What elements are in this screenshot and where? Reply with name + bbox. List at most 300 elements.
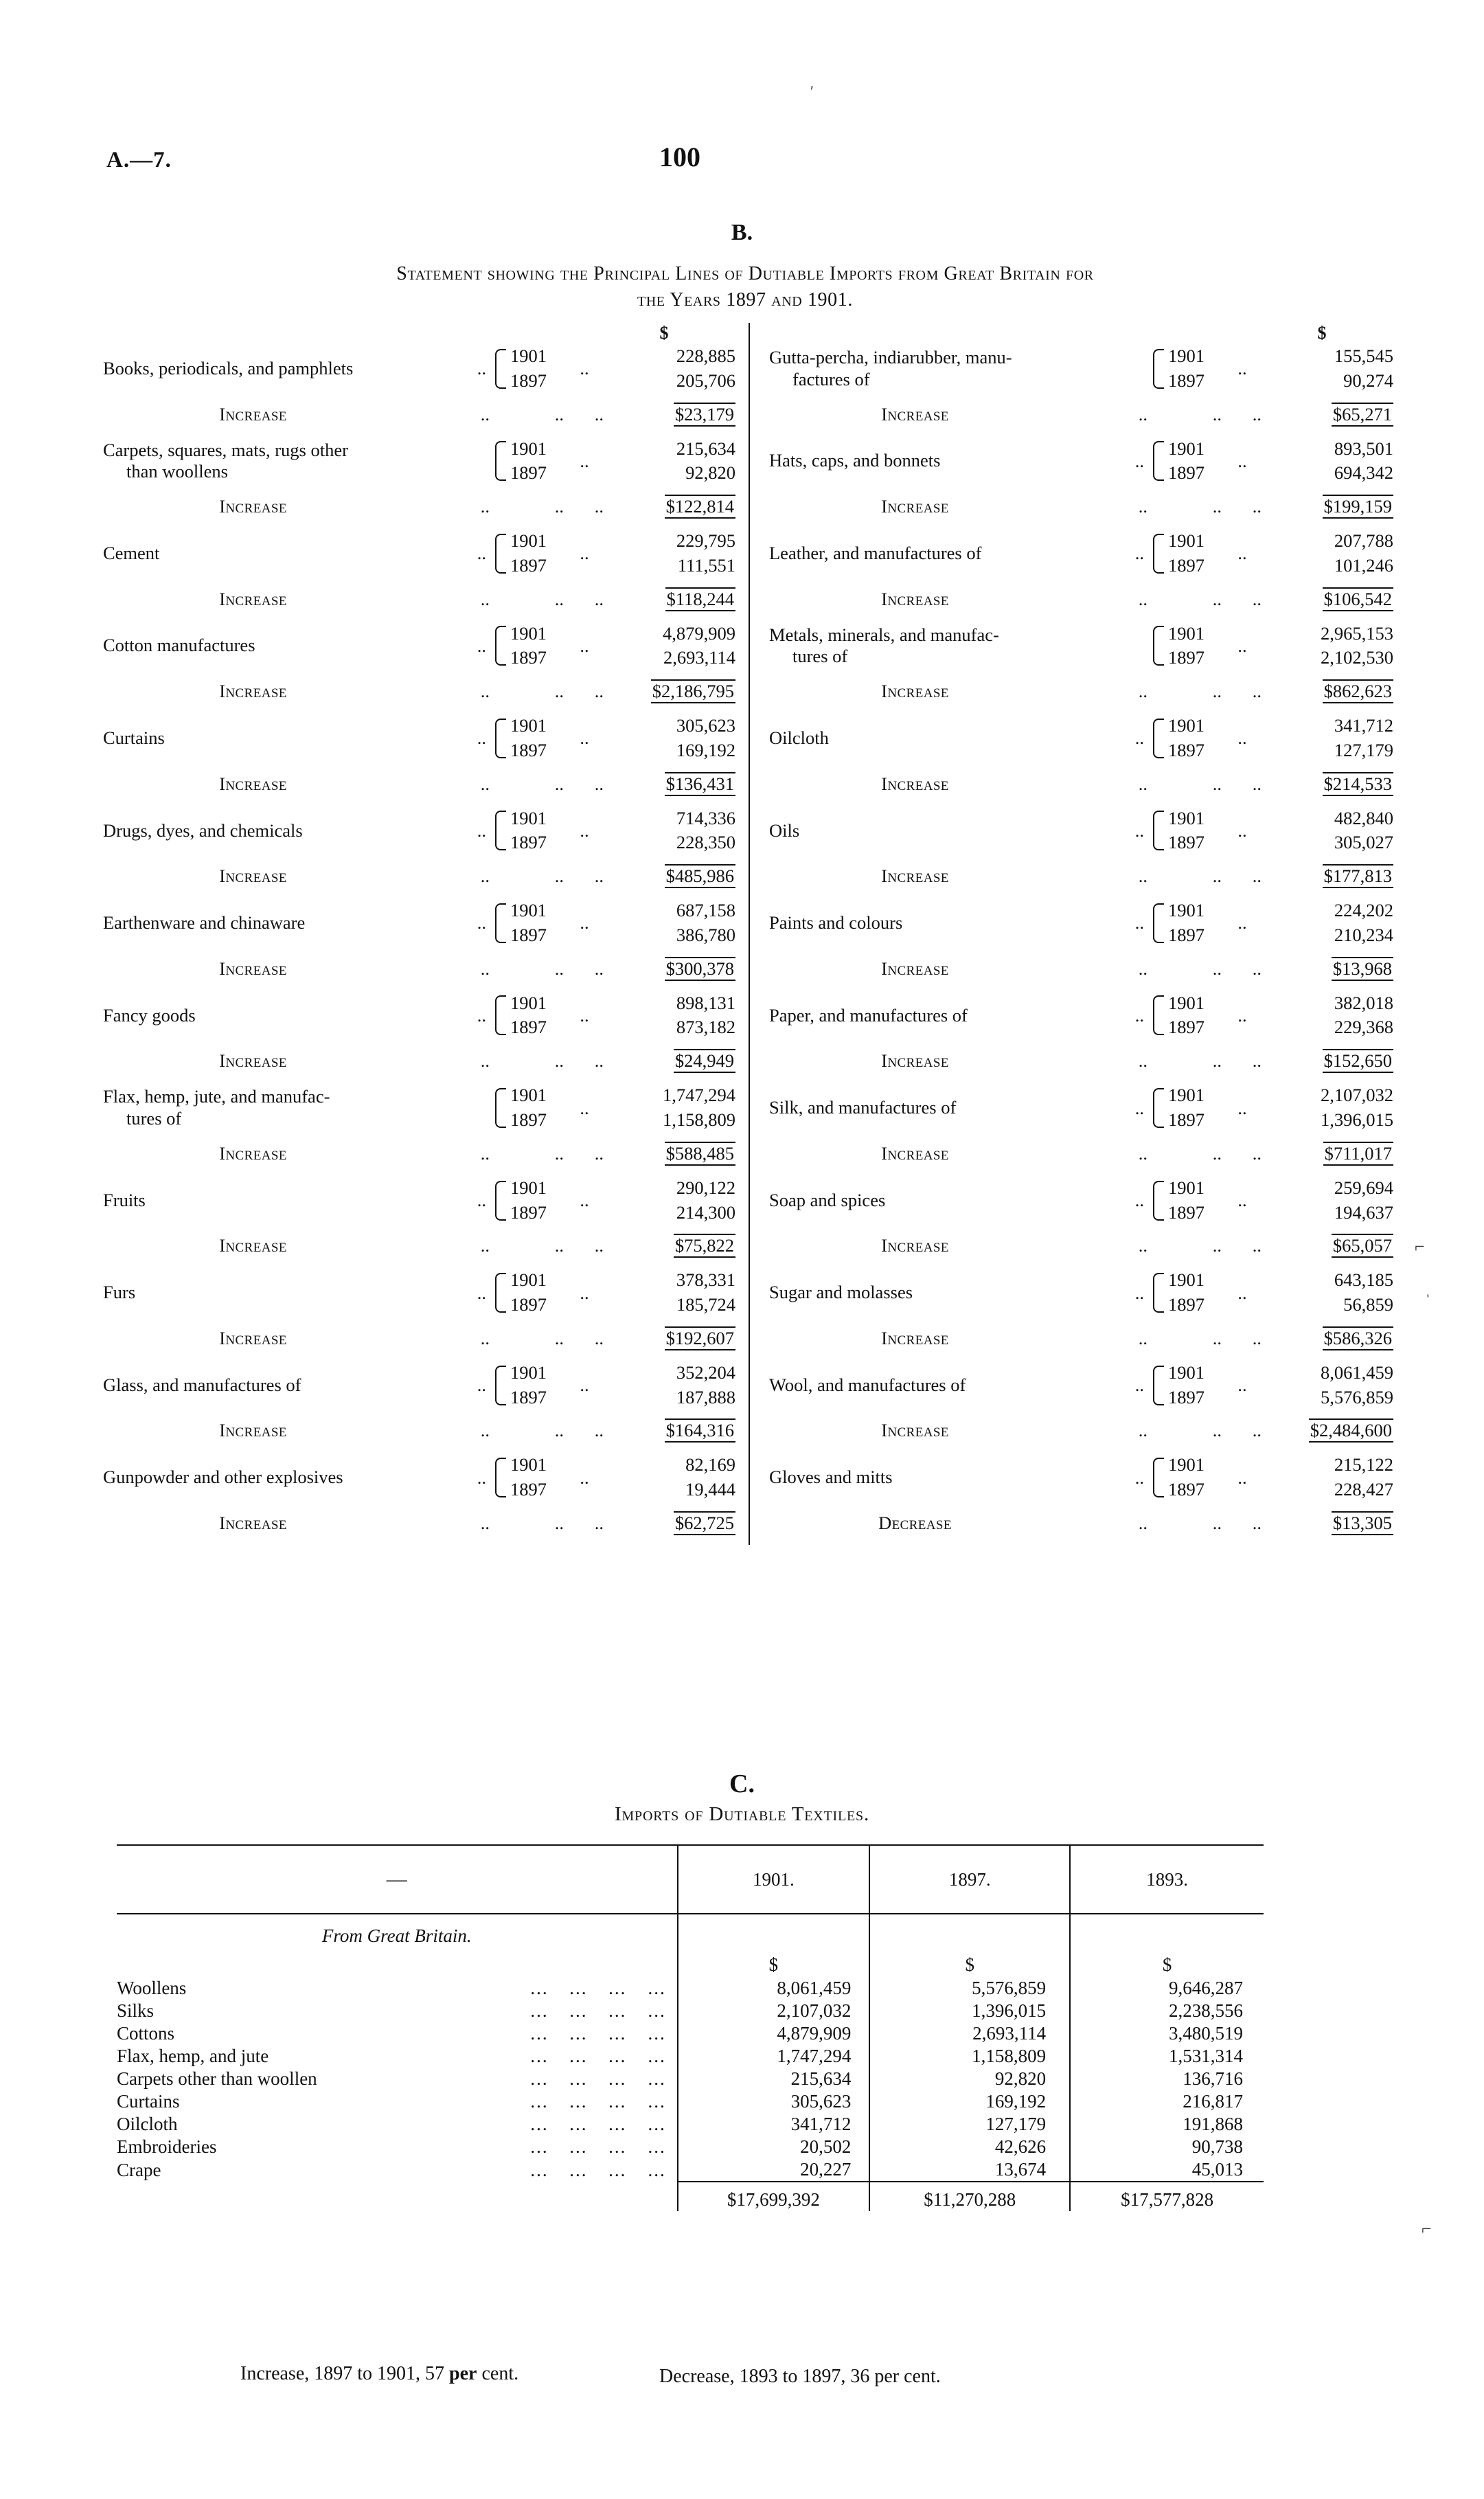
dollar-symbol-right: $ bbox=[1317, 323, 1327, 343]
change-dots: .. bbox=[480, 866, 490, 887]
value-1901: 482,840 bbox=[1334, 807, 1393, 828]
row-dots: ... bbox=[530, 2159, 549, 2180]
value-1901: 352,204 bbox=[676, 1361, 735, 1383]
right-dollar-header bbox=[769, 323, 1394, 343]
item-dots: .. bbox=[1134, 1282, 1144, 1303]
change-label: Increase bbox=[219, 866, 287, 887]
item-values bbox=[604, 1452, 736, 1503]
value-1897: 92,820 bbox=[685, 462, 735, 484]
change-label: Decrease bbox=[878, 1512, 952, 1533]
list-item bbox=[117, 2113, 1264, 2136]
dollar-symbol-col-3: $ bbox=[1070, 1954, 1264, 1977]
change-dots-2: .. bbox=[1212, 773, 1222, 794]
row-dots: ... bbox=[569, 2136, 588, 2157]
row-value-1897: 42,626 bbox=[869, 2136, 1070, 2158]
value-1901: 714,336 bbox=[676, 807, 735, 828]
value-1897: 305,027 bbox=[1334, 832, 1393, 853]
total-1901: $17,699,392 bbox=[678, 2182, 870, 2211]
value-1901: 2,965,153 bbox=[1321, 622, 1393, 644]
item-years: 1901 1897 bbox=[510, 807, 547, 853]
row-dots: ... bbox=[569, 1978, 588, 1998]
item-mid-dots: .. bbox=[1237, 727, 1247, 749]
change-row bbox=[769, 1133, 1394, 1175]
column-header-3: 1893. bbox=[1070, 1845, 1264, 1914]
table-row bbox=[769, 1083, 1394, 1133]
change-value: $164,316 bbox=[604, 1410, 736, 1452]
row-value-1893: 216,817 bbox=[1070, 2090, 1264, 2113]
change-value: $2,484,600 bbox=[1262, 1410, 1394, 1452]
change-dots-2: .. bbox=[1212, 403, 1222, 425]
section-c-table bbox=[117, 1844, 1264, 2211]
item-values bbox=[604, 1267, 736, 1318]
change-row bbox=[769, 671, 1394, 713]
item-dots: .. bbox=[477, 543, 486, 564]
change-label: Increase bbox=[881, 1420, 949, 1441]
brace-icon bbox=[1148, 1083, 1167, 1133]
change-dots-2: .. bbox=[1212, 1327, 1222, 1348]
change-dots-3: .. bbox=[1252, 958, 1262, 979]
item-label: Leather, and manufactures of bbox=[769, 542, 982, 563]
item-years: 1901 1897 bbox=[510, 1269, 547, 1315]
change-label: Increase bbox=[881, 1050, 949, 1072]
item-dots: .. bbox=[477, 727, 486, 749]
item-dots: .. bbox=[1134, 727, 1144, 749]
brace-icon bbox=[490, 713, 510, 764]
dollar-symbol-left: $ bbox=[659, 323, 669, 343]
dollar-symbol-col-2: $ bbox=[869, 1954, 1070, 1977]
item-dots: .. bbox=[477, 1375, 486, 1396]
item-dots: .. bbox=[1134, 1467, 1144, 1488]
item-label-line2: than woollens bbox=[126, 461, 228, 482]
change-value: $300,378 bbox=[604, 949, 736, 991]
change-dots-2: .. bbox=[1212, 496, 1222, 517]
brace-icon bbox=[490, 1267, 510, 1318]
item-years: 1901 1897 bbox=[510, 346, 547, 391]
item-mid-dots: .. bbox=[580, 358, 589, 379]
item-mid-dots: .. bbox=[580, 450, 589, 471]
change-row bbox=[769, 1410, 1394, 1452]
row-dots: ... bbox=[648, 2091, 666, 2112]
change-row bbox=[103, 1133, 736, 1175]
item-label: Paper, and manufactures of bbox=[769, 1004, 968, 1026]
change-value: $23,179 bbox=[604, 394, 736, 436]
item-years: 1901 1897 bbox=[510, 530, 547, 576]
column-header-2: 1897. bbox=[869, 1845, 1070, 1914]
change-dots: .. bbox=[1138, 496, 1148, 517]
item-label-line2: factures of bbox=[792, 368, 870, 389]
item-mid-dots: .. bbox=[1237, 1004, 1247, 1026]
item-mid-dots: .. bbox=[580, 635, 589, 656]
item-years: 1901 1897 bbox=[1168, 900, 1205, 945]
change-dots-2: .. bbox=[1212, 958, 1222, 979]
value-1901: 378,331 bbox=[676, 1269, 735, 1291]
row-value-1893: 90,738 bbox=[1070, 2136, 1264, 2158]
change-label: Increase bbox=[881, 403, 949, 425]
change-label: Increase bbox=[219, 588, 287, 609]
change-dots-3: .. bbox=[594, 1142, 604, 1164]
change-dots-2: .. bbox=[554, 1420, 564, 1441]
brace-icon bbox=[1148, 898, 1167, 949]
change-value: $586,326 bbox=[1262, 1318, 1394, 1360]
value-1901: 893,501 bbox=[1334, 438, 1393, 459]
change-row bbox=[103, 394, 736, 436]
brace-icon bbox=[490, 991, 510, 1041]
item-years: 1901 1897 bbox=[510, 715, 547, 760]
table-row bbox=[769, 806, 1394, 857]
change-dots: .. bbox=[1138, 958, 1148, 979]
change-dots: .. bbox=[1138, 1420, 1148, 1441]
change-dots-2: .. bbox=[554, 403, 564, 425]
item-label: Fancy goods bbox=[103, 1004, 196, 1026]
value-1901: 207,788 bbox=[1334, 530, 1393, 552]
brace-icon bbox=[490, 621, 510, 672]
item-mid-dots: .. bbox=[1237, 635, 1247, 656]
value-1897: 386,780 bbox=[676, 924, 735, 945]
row-dots: ... bbox=[648, 2136, 666, 2157]
change-row bbox=[769, 764, 1394, 806]
change-row bbox=[103, 764, 736, 806]
row-dots: ... bbox=[530, 2023, 549, 2044]
item-label: Gutta-percha, indiarubber, manu- factures of bbox=[769, 343, 1061, 394]
value-1901: 305,623 bbox=[676, 715, 735, 736]
item-values bbox=[604, 898, 736, 949]
item-label: Glass, and manufactures of bbox=[103, 1374, 301, 1395]
change-row bbox=[103, 579, 736, 621]
value-1901: 224,202 bbox=[1334, 900, 1393, 921]
item-dots: .. bbox=[1134, 543, 1144, 564]
item-values bbox=[604, 436, 736, 487]
table-row bbox=[103, 1360, 736, 1411]
brace-icon bbox=[490, 436, 510, 487]
item-label: Oils bbox=[769, 819, 800, 841]
table-row bbox=[769, 1360, 1394, 1411]
item-mid-dots: .. bbox=[1237, 543, 1247, 564]
change-value: $2,186,795 bbox=[604, 671, 736, 713]
change-dots-2: .. bbox=[554, 1327, 564, 1348]
brace-icon bbox=[1148, 1175, 1167, 1226]
item-mid-dots: .. bbox=[580, 912, 589, 934]
change-dots-3: .. bbox=[1252, 1142, 1262, 1164]
item-mid-dots: .. bbox=[580, 1004, 589, 1026]
item-years: 1901 1897 bbox=[1168, 1269, 1205, 1315]
value-1901: 215,122 bbox=[1334, 1454, 1393, 1475]
value-1897: 90,274 bbox=[1343, 370, 1393, 391]
change-dots-2: .. bbox=[554, 958, 564, 979]
row-value-1901: 341,712 bbox=[678, 2113, 870, 2136]
table-row bbox=[103, 1452, 736, 1503]
section-b-left-column bbox=[103, 323, 749, 1545]
change-dots: .. bbox=[1138, 588, 1148, 609]
item-mid-dots: .. bbox=[1237, 1282, 1247, 1303]
row-dots: ... bbox=[569, 2114, 588, 2134]
change-label: Increase bbox=[881, 1235, 949, 1256]
brace-icon bbox=[1148, 621, 1167, 672]
left-dollar-header bbox=[103, 323, 736, 343]
row-dots: ... bbox=[530, 2091, 549, 2112]
item-label: Cement bbox=[103, 542, 160, 563]
item-years: 1901 1897 bbox=[1168, 1085, 1205, 1131]
item-years: 1901 1897 bbox=[1168, 1177, 1205, 1223]
change-value: $65,271 bbox=[1262, 394, 1394, 436]
item-dots: .. bbox=[477, 358, 486, 379]
total-1893: $17,577,828 bbox=[1070, 2182, 1264, 2211]
value-1901: 643,185 bbox=[1334, 1269, 1393, 1291]
change-value: $177,813 bbox=[1262, 856, 1394, 898]
item-mid-dots: .. bbox=[580, 543, 589, 564]
row-dots: ... bbox=[608, 2046, 627, 2066]
row-name: Oilcloth bbox=[117, 2114, 178, 2134]
table-row bbox=[103, 436, 736, 487]
brace-icon bbox=[490, 806, 510, 857]
brace-icon bbox=[490, 1175, 510, 1226]
change-dots-3: .. bbox=[1252, 681, 1262, 702]
value-1901: 82,169 bbox=[685, 1454, 735, 1475]
row-name: Carpets other than woollen bbox=[117, 2068, 317, 2089]
brace-icon bbox=[1148, 343, 1167, 394]
row-name: Crape bbox=[117, 2159, 161, 2180]
list-item bbox=[117, 2158, 1264, 2182]
value-1897: 56,859 bbox=[1343, 1294, 1393, 1315]
change-label: Increase bbox=[881, 773, 949, 794]
change-dots-2: .. bbox=[1212, 588, 1222, 609]
change-label: Increase bbox=[219, 403, 287, 425]
table-row bbox=[103, 806, 736, 857]
footnote-increase: Increase, 1897 to 1901, 57 per cent. bbox=[240, 2363, 519, 2384]
row-dots: ... bbox=[648, 1978, 666, 1998]
row-dots: ... bbox=[608, 2068, 627, 2089]
item-dots: .. bbox=[477, 1282, 486, 1303]
change-label: Increase bbox=[881, 681, 949, 702]
item-label: Flax, hemp, jute, and manufac- tures of bbox=[103, 1083, 403, 1133]
change-label: Increase bbox=[219, 1235, 287, 1256]
item-label-line2: tures of bbox=[792, 646, 848, 667]
table-row bbox=[769, 991, 1394, 1041]
change-dots: .. bbox=[480, 588, 490, 609]
row-name: Embroideries bbox=[117, 2136, 217, 2157]
change-value: $214,533 bbox=[1262, 764, 1394, 806]
row-dots: ... bbox=[569, 2068, 588, 2089]
change-value: $118,244 bbox=[604, 579, 736, 621]
doc-reference: A.—7. bbox=[106, 148, 172, 172]
list-item bbox=[117, 1977, 1264, 2000]
value-1897: 1,396,015 bbox=[1321, 1109, 1393, 1131]
change-row bbox=[103, 1041, 736, 1083]
change-row bbox=[103, 856, 736, 898]
statement-heading bbox=[103, 261, 1387, 313]
item-label: Wool, and manufactures of bbox=[769, 1374, 966, 1395]
item-label: Silk, and manufactures of bbox=[769, 1097, 957, 1118]
row-dots: ... bbox=[530, 2000, 549, 2021]
value-1897: 19,444 bbox=[685, 1479, 735, 1500]
change-dots-2: .. bbox=[1212, 681, 1222, 702]
item-years: 1901 1897 bbox=[1168, 1361, 1205, 1407]
change-dots-3: .. bbox=[594, 588, 604, 609]
change-value: $199,159 bbox=[1262, 486, 1394, 528]
change-dots: .. bbox=[480, 496, 490, 517]
list-item bbox=[117, 2068, 1264, 2090]
item-label: Sugar and molasses bbox=[769, 1282, 913, 1303]
change-dots-3: .. bbox=[594, 496, 604, 517]
row-value-1893: 3,480,519 bbox=[1070, 2022, 1264, 2045]
row-dots: ... bbox=[530, 2136, 549, 2157]
list-item bbox=[117, 2045, 1264, 2068]
item-values bbox=[1262, 1083, 1394, 1133]
row-value-1901: 2,107,032 bbox=[678, 2000, 870, 2022]
change-value: $711,017 bbox=[1262, 1133, 1394, 1175]
table-row bbox=[103, 898, 736, 949]
item-values bbox=[604, 528, 736, 579]
item-values bbox=[1262, 1360, 1394, 1411]
value-1897: 169,192 bbox=[676, 739, 735, 760]
item-label: Curtains bbox=[103, 727, 165, 748]
table-row bbox=[103, 343, 736, 394]
change-row bbox=[769, 394, 1394, 436]
item-dots: .. bbox=[1134, 450, 1144, 471]
change-value: $862,623 bbox=[1262, 671, 1394, 713]
row-name: Curtains bbox=[117, 2091, 180, 2112]
row-name: Silks bbox=[117, 2000, 155, 2021]
row-dots: ... bbox=[648, 2068, 666, 2089]
table-row bbox=[103, 621, 736, 672]
item-dots: .. bbox=[1134, 1190, 1144, 1211]
item-dots: .. bbox=[477, 819, 486, 841]
table-row bbox=[769, 898, 1394, 949]
change-dots: .. bbox=[1138, 773, 1148, 794]
change-dots-3: .. bbox=[594, 1420, 604, 1441]
item-mid-dots: .. bbox=[1237, 1097, 1247, 1118]
value-1897: 185,724 bbox=[676, 1294, 735, 1315]
stray-mark-tick: ˌ bbox=[1425, 1278, 1431, 1298]
table-row bbox=[103, 1175, 736, 1226]
row-value-1897: 92,820 bbox=[869, 2068, 1070, 2090]
item-values bbox=[1262, 713, 1394, 764]
change-value: $13,968 bbox=[1262, 949, 1394, 991]
change-dots-3: .. bbox=[594, 958, 604, 979]
section-b-letter: B. bbox=[731, 220, 753, 245]
change-label: Increase bbox=[881, 866, 949, 887]
change-row bbox=[103, 486, 736, 528]
change-label: Increase bbox=[881, 588, 949, 609]
row-value-1897: 2,693,114 bbox=[869, 2022, 1070, 2045]
row-name: Flax, hemp, and jute bbox=[117, 2046, 269, 2066]
item-dots bbox=[403, 1083, 490, 1133]
change-dots: .. bbox=[480, 958, 490, 979]
change-row bbox=[103, 1318, 736, 1360]
change-dots-3: .. bbox=[1252, 1235, 1262, 1256]
item-dots: .. bbox=[1134, 912, 1144, 934]
row-name: Woollens bbox=[117, 1978, 187, 1998]
row-value-1901: 8,061,459 bbox=[678, 1977, 870, 2000]
item-values bbox=[1262, 1452, 1394, 1503]
table-row bbox=[769, 1452, 1394, 1503]
value-1897: 127,179 bbox=[1334, 739, 1393, 760]
value-1901: 2,107,032 bbox=[1321, 1085, 1393, 1106]
item-values bbox=[604, 1175, 736, 1226]
row-value-1893: 2,238,556 bbox=[1070, 2000, 1264, 2022]
row-dots: ... bbox=[569, 2159, 588, 2180]
item-values bbox=[604, 343, 736, 394]
section-b-right-column bbox=[749, 323, 1394, 1545]
change-dots-3: .. bbox=[1252, 1420, 1262, 1441]
item-dots bbox=[403, 436, 490, 487]
change-row bbox=[103, 1410, 736, 1452]
change-dots-2: .. bbox=[554, 588, 564, 609]
section-c-letter: C. bbox=[729, 1769, 755, 1798]
table-row bbox=[769, 436, 1394, 487]
change-dots: .. bbox=[480, 1235, 490, 1256]
item-years: 1901 1897 bbox=[510, 1454, 547, 1500]
change-dots: .. bbox=[480, 1420, 490, 1441]
change-label: Increase bbox=[881, 1327, 949, 1348]
value-1897: 229,368 bbox=[1334, 1017, 1393, 1038]
row-dots: ... bbox=[530, 1978, 549, 1998]
dollar-symbol-col-1: $ bbox=[678, 1954, 870, 1977]
change-label: Increase bbox=[219, 1142, 287, 1164]
item-label: Paints and colours bbox=[769, 912, 903, 934]
brace-icon bbox=[490, 1360, 510, 1411]
section-b-table bbox=[103, 323, 1394, 1545]
list-item bbox=[117, 2022, 1264, 2045]
item-values bbox=[604, 806, 736, 857]
brace-icon bbox=[1148, 713, 1167, 764]
change-value: $588,485 bbox=[604, 1133, 736, 1175]
item-dots bbox=[1061, 621, 1148, 672]
value-1901: 155,545 bbox=[1334, 346, 1393, 366]
change-dots-3: .. bbox=[594, 773, 604, 794]
value-1901: 1,747,294 bbox=[663, 1085, 735, 1106]
change-row bbox=[769, 1503, 1394, 1545]
row-dots: ... bbox=[648, 2000, 666, 2021]
value-1897: 694,342 bbox=[1334, 462, 1393, 484]
item-years: 1901 1897 bbox=[510, 1085, 547, 1131]
statement-line-2: the Years 1897 and 1901. bbox=[637, 289, 853, 310]
item-label: Earthenware and chinaware bbox=[103, 912, 306, 934]
item-years: 1901 1897 bbox=[510, 900, 547, 945]
change-label: Increase bbox=[219, 773, 287, 794]
row-value-1897: 5,576,859 bbox=[869, 1977, 1070, 2000]
row-value-1901: 20,502 bbox=[678, 2136, 870, 2158]
change-label: Increase bbox=[219, 681, 287, 702]
change-value: $152,650 bbox=[1262, 1041, 1394, 1083]
item-years: 1901 1897 bbox=[510, 438, 547, 484]
change-dots-2: .. bbox=[554, 866, 564, 887]
change-dots: .. bbox=[1138, 866, 1148, 887]
item-values bbox=[604, 621, 736, 672]
item-values bbox=[604, 991, 736, 1041]
change-dots-3: .. bbox=[1252, 403, 1262, 425]
item-years: 1901 1897 bbox=[1168, 1454, 1205, 1500]
brace-icon bbox=[1148, 1360, 1167, 1411]
row-dots: ... bbox=[608, 1978, 627, 1998]
brace-icon bbox=[490, 1452, 510, 1503]
row-dots: ... bbox=[608, 2136, 627, 2157]
item-label: Hats, caps, and bonnets bbox=[769, 450, 941, 471]
brace-icon bbox=[490, 898, 510, 949]
value-1901: 215,634 bbox=[676, 438, 735, 459]
item-dots bbox=[1061, 343, 1148, 394]
change-value: $192,607 bbox=[604, 1318, 736, 1360]
item-years: 1901 1897 bbox=[510, 1361, 547, 1407]
change-label: Increase bbox=[881, 496, 949, 517]
table-row bbox=[769, 621, 1394, 672]
item-years: 1901 1897 bbox=[1168, 530, 1205, 576]
item-mid-dots: .. bbox=[1237, 450, 1247, 471]
item-label: Oilcloth bbox=[769, 727, 829, 748]
change-label: Increase bbox=[219, 1050, 287, 1072]
subheading-row bbox=[117, 1914, 1264, 1954]
from-great-britain: From Great Britain. bbox=[321, 1925, 472, 1946]
row-dots: ... bbox=[530, 2046, 549, 2066]
